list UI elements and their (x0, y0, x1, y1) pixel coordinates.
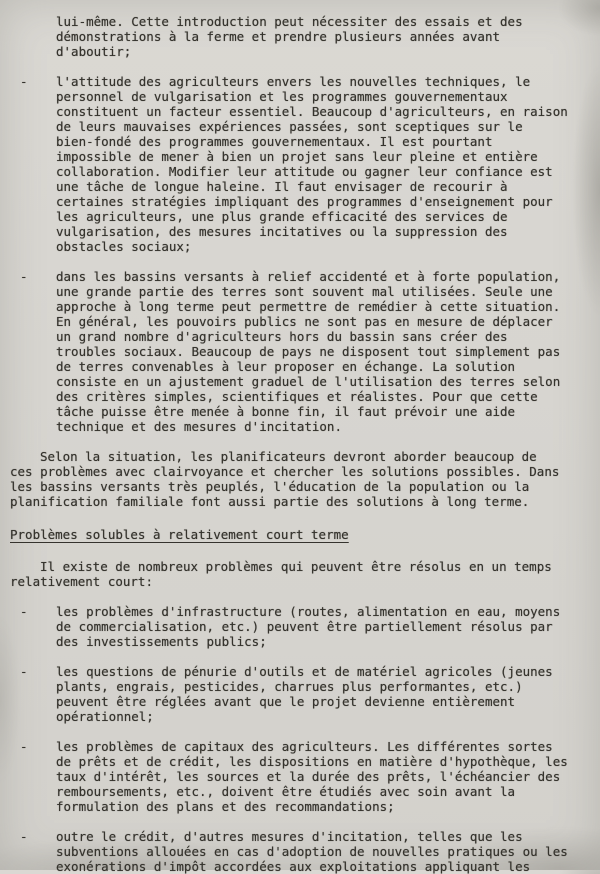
list-item (20, 269, 592, 434)
text-line: l'attitude des agriculteurs envers les nouvelles techniques, le (56, 74, 531, 89)
text-line: les bassins versants très peuplés, l'éducation de la population ou la (10, 479, 530, 494)
text-line: de leurs mauvaises expériences passées, sont sceptiques sur le (56, 119, 523, 134)
text-line: tâche puisse être menée à bonne fin, il faut prévoir une aide (56, 404, 516, 419)
text-line: de commercialisation, etc.) peuvent être partiellement résolus par (56, 619, 553, 634)
dash-marker: - (20, 829, 28, 844)
list-item (20, 829, 592, 874)
text-line: peuvent être réglées avant que le projet devienne entièrement (56, 694, 516, 709)
text-line: opérationnel; (56, 709, 154, 724)
dash-marker: - (20, 604, 28, 619)
document-body (10, 14, 592, 874)
text-line: technique et des mesures d'incitation. (56, 419, 342, 434)
text-line: les agriculteurs, une plus grande efficacité des services de (56, 209, 508, 224)
text-line: constituent un facteur essentiel. Beaucoup d'agriculteurs, en raison (56, 104, 568, 119)
paragraph (56, 14, 592, 59)
text-line: des critères simples, scientifiques et réalistes. Pour que cette (56, 389, 538, 404)
text-line: dans les bassins versants à relief accidenté et à forte population, (56, 269, 561, 284)
text-line: consiste en un ajustement graduel de l'utilisation des terres selon (56, 374, 561, 389)
text-line: une grande partie des terres sont souvent mal utilisées. Seule une (56, 284, 553, 299)
dash-marker: - (20, 269, 28, 284)
text-line: de prêts et de crédit, les dispositions en matière d'hypothèque, les (56, 754, 568, 769)
text-line: certaines stratégies impliquant des programmes d'enseignement pour (56, 194, 553, 209)
text-line: plants, engrais, pesticides, charrues plus performantes, etc.) (56, 679, 523, 694)
text-line: les problèmes de capitaux des agriculteurs. Les différentes sortes (56, 739, 553, 754)
paragraph (10, 559, 592, 589)
text-line: planification familiale font aussi partie des solutions à long terme. (10, 494, 530, 509)
text-line: les problèmes d'infrastructure (routes, alimentation en eau, moyens (56, 604, 561, 619)
text-line: remboursements, etc., doivent être étudiés avec soin avant la (56, 784, 516, 799)
text-line: Il existe de nombreux problèmes qui peuvent être résolus en un temps (40, 559, 552, 574)
text-line: une tâche de longue haleine. Il faut envisager de recourir à (56, 179, 508, 194)
text-line: lui-même. Cette introduction peut nécessiter des essais et des (56, 14, 523, 29)
text-line: Problèmes solubles à relativement court terme (10, 527, 349, 542)
text-line: taux d'intérêt, les sources et la durée des prêts, l'échéancier des (56, 769, 561, 784)
text-line: outre le crédit, d'autres mesures d'incitation, telles que les (56, 829, 523, 844)
text-line: démonstrations à la ferme et prendre plusieurs années avant (56, 29, 501, 44)
paragraph (10, 449, 592, 509)
text-line: bien-fondé des programmes gouvernementaux. Il est pourtant (56, 134, 493, 149)
text-line: des investissements publics; (56, 634, 267, 649)
list-item (20, 739, 592, 814)
dash-marker: - (20, 664, 28, 679)
text-line: relativement court: (10, 574, 153, 589)
section-heading (10, 527, 592, 542)
text-line: troubles sociaux. Beaucoup de pays ne disposent tout simplement pas (56, 344, 561, 359)
text-line: Selon la situation, les planificateurs devront aborder beaucoup de (40, 449, 537, 464)
text-line: En général, les pouvoirs publics ne sont pas en mesure de déplacer (56, 314, 553, 329)
text-line: obstacles sociaux; (56, 239, 192, 254)
text-line: personnel de vulgarisation et les programmes gouvernementaux (56, 89, 508, 104)
list-item (20, 664, 592, 724)
text-line: approche à long terme peut permettre de remédier à cette situation. (56, 299, 561, 314)
text-line: impossible de mener à bien un projet sans leur pleine et entière (56, 149, 538, 164)
text-line: un grand nombre d'agriculteurs hors du bassin sans créer des (56, 329, 508, 344)
text-line: exonérations d'impôt accordées aux exploitations appliquant les (56, 859, 531, 874)
text-line: formulation des plans et des recommandations; (56, 799, 395, 814)
dash-marker: - (20, 74, 28, 89)
text-line: d'aboutir; (56, 44, 132, 59)
text-line: les questions de pénurie d'outils et de matériel agricoles (jeunes (56, 664, 553, 679)
text-line: vulgarisation, des mesures incitatives ou la suppression des (56, 224, 508, 239)
text-line: collaboration. Modifier leur attitude ou gagner leur confiance est (56, 164, 553, 179)
text-line: subventions allouées en cas d'adoption de nouvelles pratiques ou les (56, 844, 568, 859)
text-line: de terres convenables à leur proposer en échange. La solution (56, 359, 516, 374)
dash-marker: - (20, 739, 28, 754)
text-line: ces problèmes avec clairvoyance et chercher les solutions possibles. Dans (10, 464, 560, 479)
list-item (20, 604, 592, 649)
list-item (20, 74, 592, 254)
